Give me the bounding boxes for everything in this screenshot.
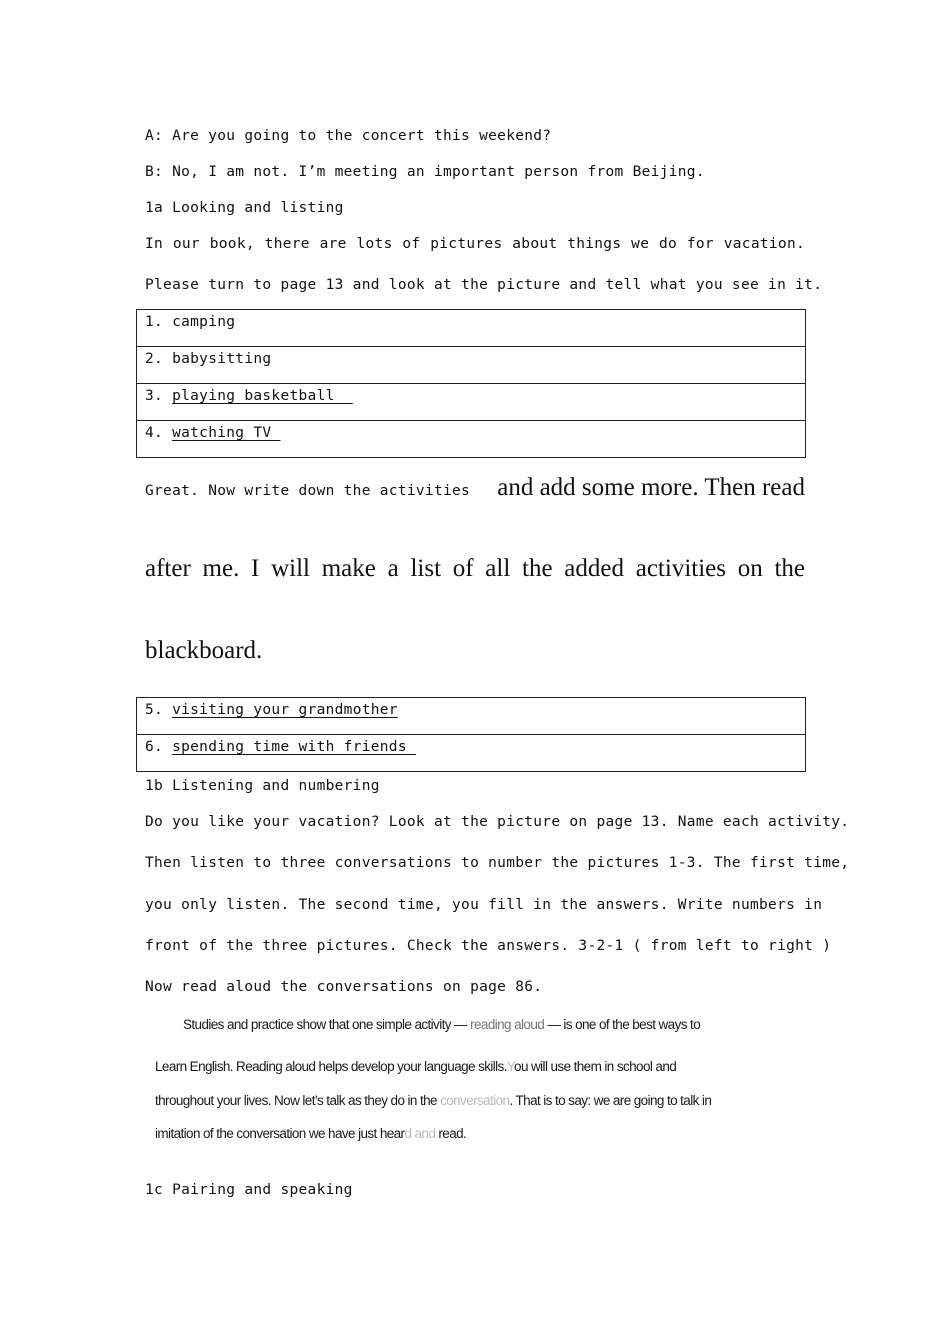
reading-note-text: reading aloud (470, 1017, 545, 1032)
list-item (137, 347, 806, 384)
list-item (137, 698, 806, 735)
instruction-line-1 (145, 474, 805, 502)
list-item-text: camping (172, 314, 236, 330)
activity-list-table-1 (136, 309, 806, 458)
section-1b-heading: 1b Listening and numbering (145, 778, 380, 794)
reading-note-text: — is one of the best ways to (547, 1017, 701, 1032)
list-item-number: 4. (145, 425, 164, 441)
list-item-number: 1. (145, 314, 164, 330)
reading-note-text: throughout your lives. Now let’s talk as they do in the (155, 1093, 437, 1108)
list-item (137, 310, 806, 347)
list-item (137, 421, 806, 458)
section-1c-heading: 1c Pairing and speaking (145, 1182, 353, 1198)
section-1a-intro-line2: Please turn to page 13 and look at the picture and tell what you see in it. (145, 277, 823, 293)
section-1b-line: Now read aloud the conversations on page 86. (145, 979, 543, 995)
list-item-text: spending time with friends (172, 739, 416, 755)
reading-note-text: Studies and practice show that one simple activity — (183, 1017, 467, 1032)
activity-list-table-2 (136, 697, 806, 772)
reading-note-line-4 (155, 1126, 466, 1141)
list-item (137, 384, 806, 421)
reading-note-text: Learn English. Reading aloud helps develop your language skills. (155, 1059, 507, 1074)
table-row (137, 310, 806, 347)
reading-note-line-3 (155, 1093, 711, 1108)
list-item-number: 2. (145, 351, 164, 367)
reading-note-text: d and (404, 1126, 436, 1141)
list-item-number: 6. (145, 739, 164, 755)
instruction-line-3: blackboard. (145, 637, 263, 664)
list-item (137, 735, 806, 772)
list-item-number: 5. (145, 702, 164, 718)
table-row (137, 698, 806, 735)
section-1a-intro-line1: In our book, there are lots of pictures about things we do for vacation. (145, 236, 805, 252)
section-1b-line: Do you like your vacation? Look at the picture on page 13. Name each activity. (145, 814, 850, 830)
section-1b-line: you only listen. The second time, you fill in the answers. Write numbers in (145, 897, 823, 913)
reading-note-text: Y (506, 1059, 515, 1074)
list-item-text: watching TV (172, 425, 281, 441)
list-item-text: babysitting (172, 351, 272, 367)
reading-note-text: read. (435, 1126, 467, 1141)
reading-note-text: conversation (440, 1093, 510, 1108)
reading-note-line-1 (183, 1017, 700, 1032)
table-row (137, 735, 806, 772)
list-item-number: 3. (145, 388, 164, 404)
instruction-big-text-1: and add some more. Then read (497, 474, 805, 501)
list-item-text: visiting your grandmother (172, 702, 398, 718)
section-1b-line: front of the three pictures. Check the answers. 3-2-1 ( from left to right ) (145, 938, 832, 954)
instruction-small-text: Great. Now write down the activities (145, 483, 471, 499)
reading-note-text: ou will use them in school and (514, 1059, 677, 1074)
table-row (137, 384, 806, 421)
dialogue-line-b: B: No, I am not. I’m meeting an important person from Beijing. (145, 164, 705, 180)
dialogue-line-a: A: Are you going to the concert this weekend? (145, 128, 552, 144)
table-row (137, 421, 806, 458)
reading-note-line-2 (155, 1059, 676, 1074)
reading-note-text: . That is to say: we are going to talk in (509, 1093, 712, 1108)
table-row (137, 347, 806, 384)
section-1a-heading: 1a Looking and listing (145, 200, 344, 216)
section-1b-line: Then listen to three conversations to number the pictures 1-3. The first time, (145, 855, 850, 871)
list-item-text: playing basketball (172, 388, 353, 404)
reading-note-text: imitation of the conversation we have just hear (155, 1126, 405, 1141)
instruction-line-2: after me. I will make a list of all the added activities on the (145, 555, 805, 582)
